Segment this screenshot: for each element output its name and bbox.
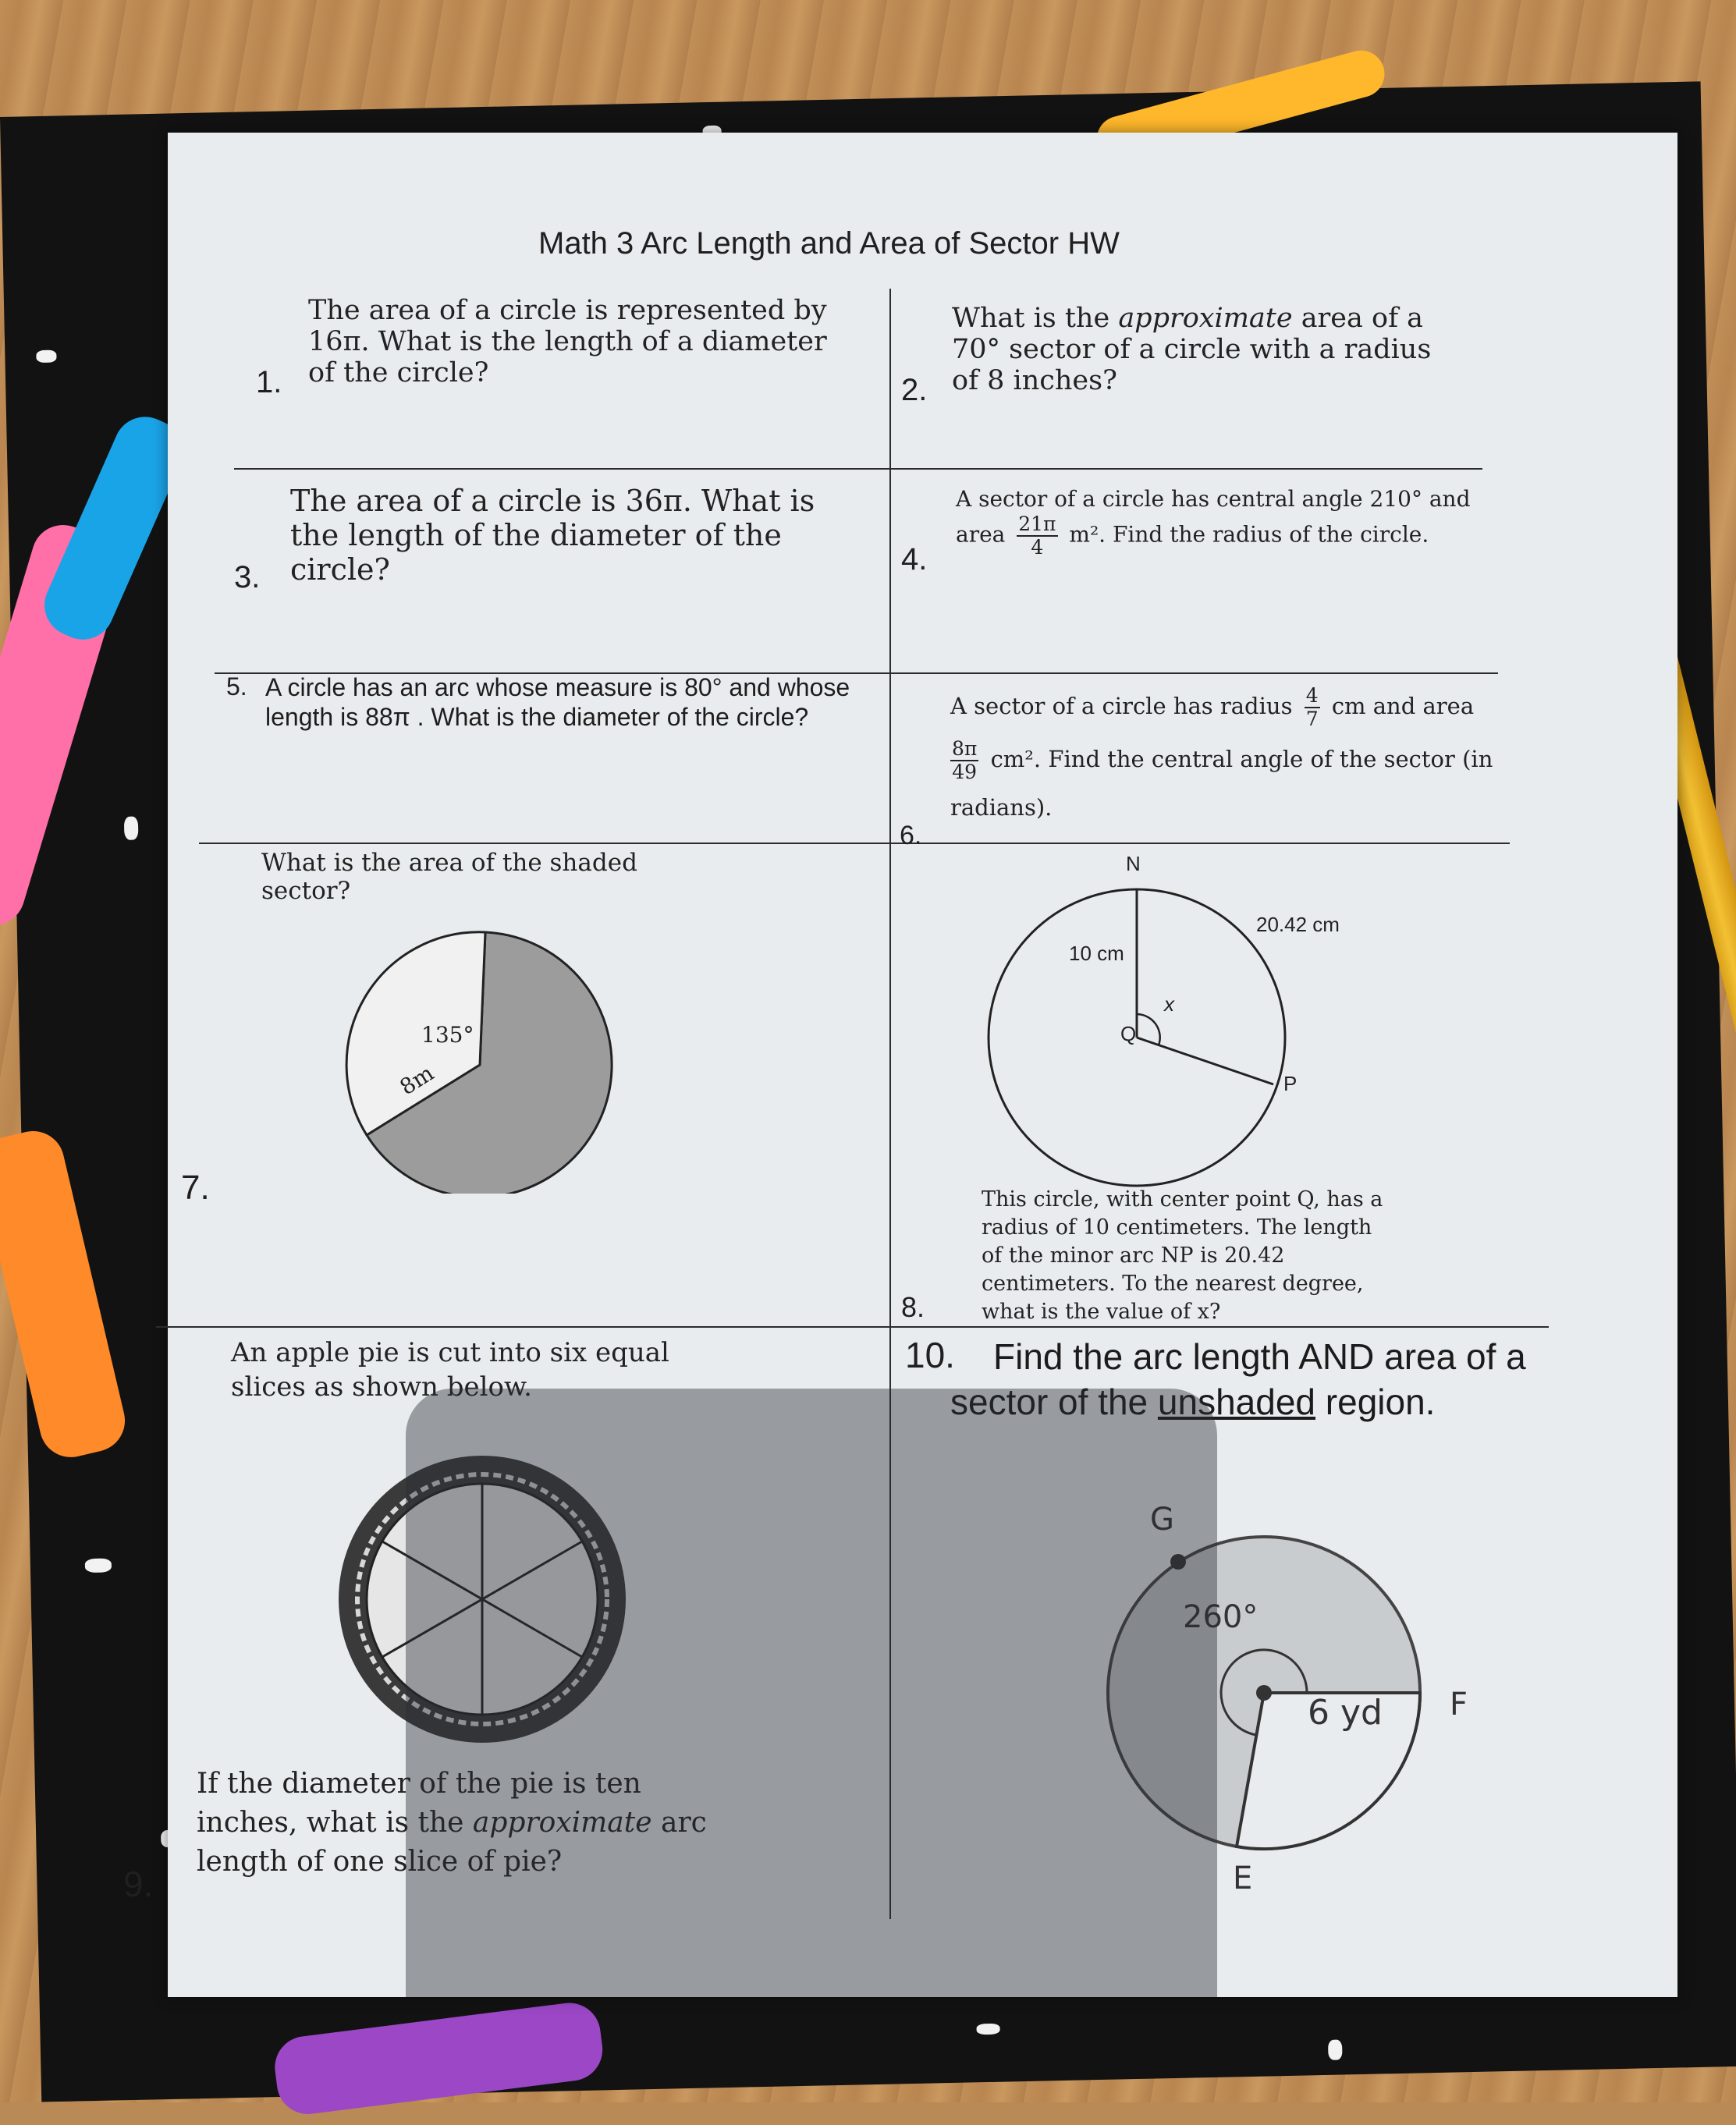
question-8-number: 8. (901, 1291, 925, 1323)
question-5-text: A circle has an arc whose measure is 80° and whose length is 88π . What is the diameter of the circle? (265, 673, 850, 731)
point-g-label: G (1150, 1502, 1174, 1538)
question-9-intro: An apple pie is cut into six equal slices as shown below. (231, 1337, 669, 1403)
question-4-text (956, 485, 1486, 559)
center-point (1256, 1685, 1272, 1701)
fraction-numerator: 8π (952, 737, 978, 760)
question-6-line1-end: cm and area (1331, 693, 1475, 719)
question-6-line3: radians). (950, 794, 1053, 821)
arc-length-label: 20.42 cm (1256, 913, 1340, 936)
notebook-speck (36, 350, 56, 364)
row-divider-4 (156, 1326, 1549, 1328)
question-6-line1-start: A sector of a circle has radius (950, 693, 1293, 719)
question-6-line2-end: cm². Find the central angle of the sector (in (990, 746, 1493, 772)
row-divider-1 (234, 468, 1482, 470)
point-f-label: F (1450, 1687, 1468, 1722)
worksheet-title: Math 3 Arc Length and Area of Sector HW (538, 226, 1120, 261)
question-4-after-fraction: m². Find the radius of the circle. (1069, 521, 1429, 548)
point-p-label: P (1283, 1072, 1298, 1095)
fraction-numerator: 21π (1018, 513, 1056, 535)
question-7-text: What is the area of the shaded sector? (261, 849, 637, 905)
radius-6yd-label: 6 yd (1308, 1693, 1383, 1733)
question-10-number: 10. (905, 1335, 955, 1375)
question-6-line2 (950, 738, 1512, 783)
question-2-text-end: area of a 70° sector of a circle with a radius of 8 inches? (952, 303, 1432, 396)
fraction-numerator: 4 (1305, 684, 1319, 707)
question-4-area-fraction (1017, 513, 1057, 559)
radius-length-label: 10 cm (1069, 942, 1124, 965)
fraction-denominator: 7 (1305, 708, 1319, 730)
question-3-text: The area of a circle is 36π. What is the length of the diameter of the circle? (290, 484, 815, 587)
question-7-number: 7. (181, 1169, 210, 1207)
question-2-emphasis: approximate (1118, 303, 1293, 334)
question-6-text (950, 685, 1512, 822)
fraction-denominator: 49 (952, 761, 978, 783)
notebook-speck (1328, 2040, 1343, 2060)
notebook-speck (124, 816, 139, 839)
question-2-number: 2. (901, 373, 928, 407)
question-2-text-start: What is the (952, 303, 1119, 334)
question-10-text-end: region. (1315, 1382, 1436, 1422)
question-9-question-end: arc length of one slice of pie? (197, 1807, 707, 1878)
fraction-denominator: 4 (1031, 536, 1044, 559)
question-7-angle-label: 135° (421, 1022, 474, 1048)
notebook-speck (976, 2024, 999, 2035)
question-9-emphasis: approximate (472, 1807, 652, 1839)
question-7-radius-label: 8m (395, 1059, 438, 1101)
row-divider-3 (199, 843, 1510, 844)
question-1-number: 1. (256, 365, 282, 399)
question-6-line1 (950, 685, 1512, 730)
question-4-line1: A sector of a circle has central angle 210° and (956, 486, 1471, 512)
question-6-radius-fraction (1305, 685, 1320, 730)
point-n-label: N (1126, 852, 1141, 875)
question-4-line2 (956, 513, 1486, 559)
question-7-circle-figure (343, 928, 624, 1194)
notebook-speck (85, 1558, 112, 1573)
question-2-text (952, 303, 1451, 396)
question-3-number: 3. (234, 560, 261, 594)
question-8-text: This circle, with center point Q, has a radius of 10 centimeters. The length of the minor arc NP is 20.42 centimeters. To the nearest degree, what is the value of x? (982, 1187, 1383, 1324)
radius-qp (1137, 1038, 1273, 1084)
question-6-area-fraction (950, 738, 978, 783)
question-9-question-start: If the diameter of the pie is ten inches, what is the (197, 1768, 641, 1839)
center-q-label: Q (1120, 1022, 1137, 1045)
question-1-text: The area of a circle is represented by 16π. What is the length of a diameter of the circle? (308, 295, 827, 388)
point-e-label: E (1233, 1861, 1253, 1896)
question-8-circle-figure (985, 885, 1297, 1190)
question-9-number: 9. (123, 1864, 154, 1904)
question-4-number: 4. (901, 542, 928, 576)
question-6-number: 6. (900, 821, 922, 850)
question-5-number: 5. (226, 672, 247, 701)
question-10-text-start: Find the arc length AND area of a sector of the (950, 1336, 1526, 1422)
hand-shadow (406, 1389, 1217, 1997)
question-4-area-word: area (956, 521, 1006, 548)
angle-260-label: 260° (1183, 1599, 1259, 1635)
question-10-underlined-word: unshaded (1157, 1382, 1316, 1422)
angle-x-label: x (1164, 992, 1174, 1016)
